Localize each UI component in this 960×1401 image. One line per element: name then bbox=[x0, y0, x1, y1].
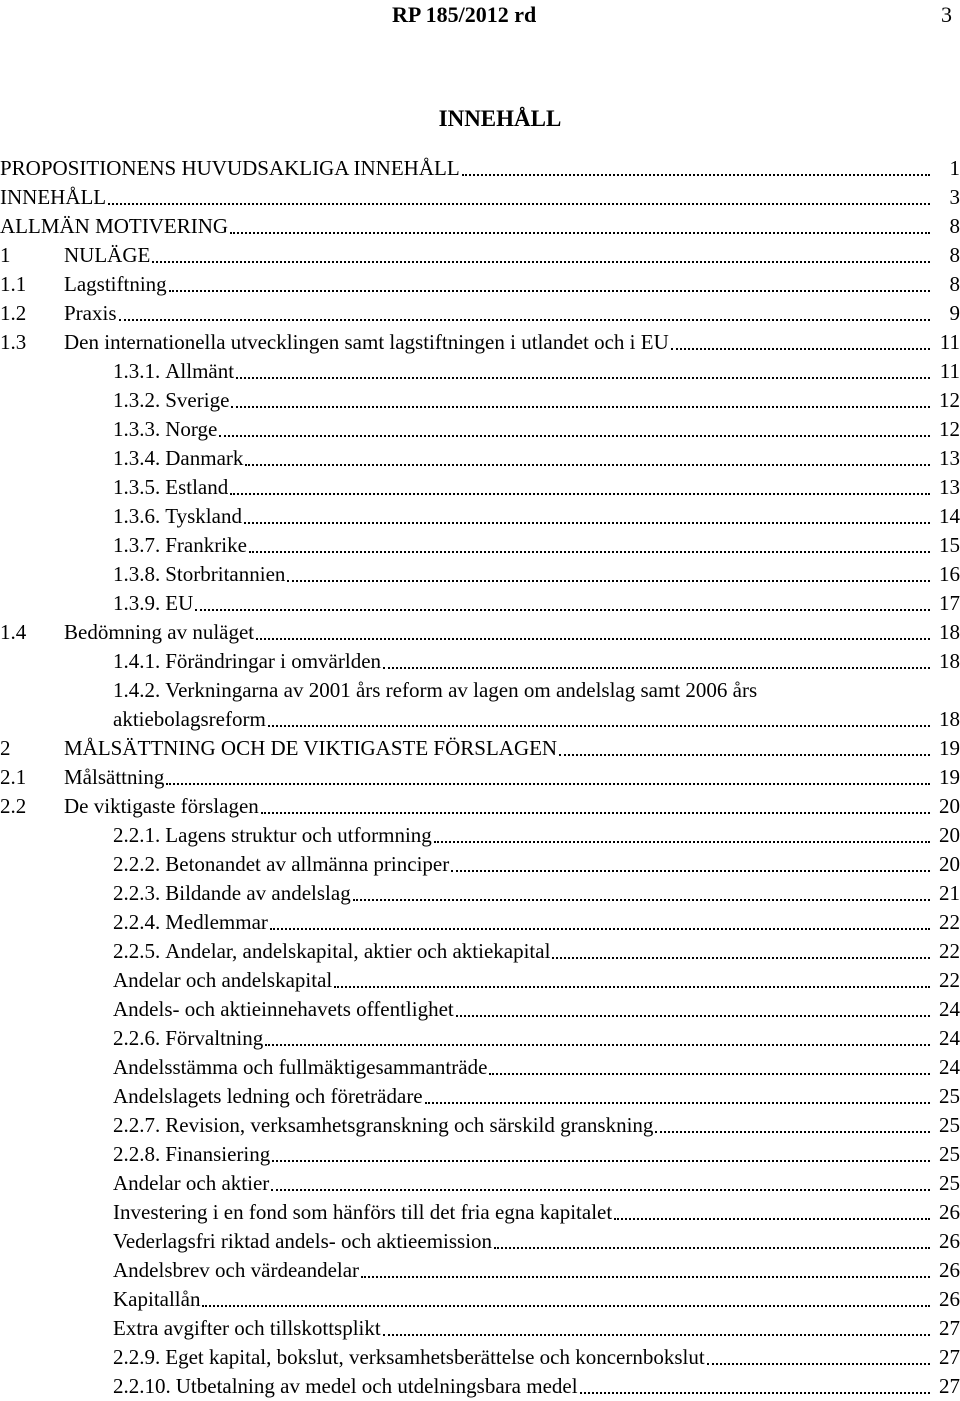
toc-entry-title: Lagens struktur och utformning bbox=[165, 823, 432, 847]
toc-entry-title: Betonandet av allmänna principer bbox=[165, 852, 450, 876]
toc-entry[interactable] bbox=[0, 1285, 960, 1314]
dot-leader bbox=[671, 348, 930, 350]
toc-entry-title: Målsättning bbox=[64, 765, 165, 789]
toc-entry-number: 2.2.4. bbox=[113, 910, 161, 934]
toc-entry-title: Medlemmar bbox=[165, 910, 268, 934]
toc-entry[interactable] bbox=[0, 502, 960, 531]
toc-entry[interactable] bbox=[0, 1169, 960, 1198]
toc-entry-title: EU bbox=[165, 591, 194, 615]
toc-entry[interactable] bbox=[0, 1024, 960, 1053]
toc-entry-page: 26 bbox=[939, 1287, 960, 1311]
toc-entry-page: 24 bbox=[939, 1026, 960, 1050]
toc-entry-number: 1.3.2. bbox=[113, 388, 161, 412]
toc-entry-page: 26 bbox=[939, 1229, 960, 1253]
toc-entry[interactable] bbox=[0, 299, 960, 328]
dot-leader bbox=[580, 1392, 930, 1394]
toc-entry-page: 25 bbox=[939, 1113, 960, 1137]
toc-entry-title: Lagstiftning bbox=[64, 272, 167, 296]
toc-entry-title: Estland bbox=[165, 475, 229, 499]
toc-entry[interactable] bbox=[0, 676, 960, 734]
toc-entry-number: 1.3.3. bbox=[113, 417, 161, 441]
toc-title: INNEHÅLL bbox=[438, 106, 562, 131]
dot-leader bbox=[268, 725, 930, 727]
toc-entry-number: 1.3.4. bbox=[113, 446, 161, 470]
toc-entry-page: 8 bbox=[949, 272, 960, 296]
dot-leader bbox=[425, 1102, 930, 1104]
dot-leader bbox=[195, 609, 930, 611]
toc-entry[interactable] bbox=[0, 1227, 960, 1256]
toc-entry[interactable] bbox=[0, 270, 960, 299]
toc-entry[interactable] bbox=[0, 1343, 960, 1372]
dot-leader bbox=[272, 1160, 930, 1162]
toc-entry-page: 16 bbox=[939, 562, 960, 586]
toc-entry[interactable] bbox=[0, 415, 960, 444]
toc-entry-title: Verkningarna av 2001 års reform av lagen om andelslag samt 2006 års bbox=[165, 678, 758, 702]
toc-entry-number: 1.3.6. bbox=[113, 504, 161, 528]
toc-entry-page: 22 bbox=[939, 939, 960, 963]
toc-entry-page: 22 bbox=[939, 910, 960, 934]
toc-entry[interactable] bbox=[0, 473, 960, 502]
toc-entry[interactable] bbox=[0, 1053, 960, 1082]
toc-entry-title: Finansiering bbox=[165, 1142, 271, 1166]
toc-entry[interactable] bbox=[0, 1082, 960, 1111]
toc-entry-number: 1.3.5. bbox=[113, 475, 161, 499]
toc-entry-number: 1.3 bbox=[0, 330, 27, 354]
toc-entry-page: 17 bbox=[939, 591, 960, 615]
toc-entry-title: De viktigaste förslagen bbox=[64, 794, 259, 818]
toc-entry[interactable] bbox=[0, 1314, 960, 1343]
dot-leader bbox=[256, 638, 930, 640]
toc-entry-page: 19 bbox=[939, 765, 960, 789]
toc-entry-page: 11 bbox=[939, 359, 960, 383]
toc-entry-title: Tyskland bbox=[165, 504, 242, 528]
toc-entry-page: 11 bbox=[939, 330, 960, 354]
dot-leader bbox=[552, 957, 930, 959]
toc-entry[interactable] bbox=[0, 792, 960, 821]
dot-leader bbox=[166, 783, 930, 785]
toc-entry[interactable] bbox=[0, 154, 960, 183]
toc-entry-title: Utbetalning av medel och utdelningsbara medel bbox=[175, 1374, 578, 1398]
dot-leader bbox=[169, 290, 930, 292]
toc-entry[interactable] bbox=[0, 531, 960, 560]
toc-entry-title: Andelar och aktier bbox=[113, 1171, 270, 1195]
toc-entry[interactable] bbox=[0, 647, 960, 676]
toc-entry-title: Vederlagsfri riktad andels- och aktieemission bbox=[113, 1229, 493, 1253]
toc-entry[interactable] bbox=[0, 937, 960, 966]
toc-entry-page: 20 bbox=[939, 794, 960, 818]
dot-leader bbox=[152, 261, 930, 263]
toc-entry[interactable] bbox=[0, 183, 960, 212]
toc-entry-page: 20 bbox=[939, 823, 960, 847]
toc-entry-page: 26 bbox=[939, 1200, 960, 1224]
toc-entry-title: Andelslagets ledning och företrädare bbox=[113, 1084, 423, 1108]
toc-entry-number: 2.2.10. bbox=[113, 1374, 171, 1398]
toc-entry[interactable] bbox=[0, 879, 960, 908]
toc-entry[interactable] bbox=[0, 966, 960, 995]
toc-entry-page: 13 bbox=[939, 475, 960, 499]
dot-leader bbox=[559, 754, 930, 756]
toc-entry-number: 2.2.1. bbox=[113, 823, 161, 847]
toc-entry-number: 2 bbox=[0, 736, 11, 760]
toc-entry[interactable] bbox=[0, 560, 960, 589]
toc-entry-number: 1.4 bbox=[0, 620, 27, 644]
dot-leader bbox=[451, 870, 930, 872]
toc-entry-title: Den internationella utvecklingen samt lagstiftningen i utlandet och i EU bbox=[64, 330, 669, 354]
toc-entry-title: Norge bbox=[165, 417, 218, 441]
toc-entry-page: 9 bbox=[949, 301, 960, 325]
toc-entry-title: Danmark bbox=[165, 446, 244, 470]
dot-leader bbox=[230, 493, 930, 495]
dot-leader bbox=[456, 1015, 930, 1017]
toc-entry[interactable] bbox=[0, 763, 960, 792]
dot-leader bbox=[265, 1044, 930, 1046]
toc-entry[interactable] bbox=[0, 908, 960, 937]
toc-entry-page: 27 bbox=[939, 1316, 960, 1340]
toc-entry-page: 27 bbox=[939, 1345, 960, 1369]
toc-entry-number: 1.3.1. bbox=[113, 359, 161, 383]
dot-leader bbox=[271, 1189, 930, 1191]
toc-entry-page: 8 bbox=[949, 214, 960, 238]
toc-entry-title: PROPOSITIONENS HUVUDSAKLIGA INNEHÅLL bbox=[0, 156, 460, 180]
page-number: 3 bbox=[941, 2, 952, 27]
toc-entry-number: 1.3.9. bbox=[113, 591, 161, 615]
toc-entry[interactable] bbox=[0, 212, 960, 241]
toc-entry[interactable] bbox=[0, 1111, 960, 1140]
toc-entry-number: 2.2.2. bbox=[113, 852, 161, 876]
toc-entry-title: Revision, verksamhetsgranskning och särskild granskning bbox=[165, 1113, 654, 1137]
toc-entry-number: 1.4.2. bbox=[113, 678, 161, 702]
toc-entry-title: Andelsstämma och fullmäktigesammanträde bbox=[113, 1055, 488, 1079]
toc-entry-page: 25 bbox=[939, 1142, 960, 1166]
toc-entry[interactable] bbox=[0, 357, 960, 386]
toc-entry-number: 2.2 bbox=[0, 794, 27, 818]
toc-entry[interactable] bbox=[0, 328, 960, 357]
toc-entry-page: 22 bbox=[939, 968, 960, 992]
table-of-contents bbox=[0, 154, 960, 1401]
toc-entry-page: 18 bbox=[939, 620, 960, 644]
toc-entry[interactable] bbox=[0, 1198, 960, 1227]
toc-entry-title: Extra avgifter och tillskottsplikt bbox=[113, 1316, 381, 1340]
toc-entry-number: 2.2.7. bbox=[113, 1113, 161, 1137]
page-header bbox=[0, 0, 960, 36]
dot-leader bbox=[202, 1305, 930, 1307]
toc-entry-title: Frankrike bbox=[165, 533, 247, 557]
toc-entry-page: 26 bbox=[939, 1258, 960, 1282]
toc-entry[interactable] bbox=[0, 850, 960, 879]
dot-leader bbox=[494, 1247, 930, 1249]
toc-entry-number: 1.3.8. bbox=[113, 562, 161, 586]
toc-entry-title: Bedömning av nuläget bbox=[64, 620, 255, 644]
toc-entry-page: 15 bbox=[939, 533, 960, 557]
toc-entry-title: Förändringar i omvärlden bbox=[165, 649, 382, 673]
dot-leader bbox=[230, 232, 930, 234]
toc-entry-number: 1.4.1. bbox=[113, 649, 161, 673]
toc-entry-title: Andelsbrev och värdeandelar bbox=[113, 1258, 360, 1282]
toc-entry-number: 2.2.6. bbox=[113, 1026, 161, 1050]
dot-leader bbox=[383, 1334, 930, 1336]
toc-entry-page: 27 bbox=[939, 1374, 960, 1398]
toc-entry-page: 1 bbox=[949, 156, 960, 180]
toc-entry[interactable] bbox=[0, 589, 960, 618]
dot-leader bbox=[108, 203, 930, 205]
dot-leader bbox=[361, 1276, 930, 1278]
toc-entry-title: Kapitallån bbox=[113, 1287, 201, 1311]
toc-entry-title: MÅLSÄTTNING OCH DE VIKTIGASTE FÖRSLAGEN bbox=[64, 736, 558, 760]
toc-entry-page: 8 bbox=[949, 243, 960, 267]
toc-entry-title: Andelar och andelskapital bbox=[113, 968, 333, 992]
dot-leader bbox=[245, 464, 930, 466]
toc-entry-page: 25 bbox=[939, 1171, 960, 1195]
toc-entry-title: ALLMÄN MOTIVERING bbox=[0, 214, 229, 238]
toc-entry-number: 1 bbox=[0, 243, 11, 267]
toc-entry-number: 1.3.7. bbox=[113, 533, 161, 557]
toc-entry-page: 24 bbox=[939, 1055, 960, 1079]
toc-entry-number: 2.2.3. bbox=[113, 881, 161, 905]
dot-leader bbox=[261, 812, 930, 814]
dot-leader bbox=[334, 986, 930, 988]
toc-entry-number: 1.1 bbox=[0, 272, 27, 296]
toc-entry-page: 20 bbox=[939, 852, 960, 876]
dot-leader bbox=[287, 580, 930, 582]
toc-entry-title: Andelar, andelskapital, aktier och aktiekapital bbox=[165, 939, 551, 963]
toc-entry-number: 2.2.8. bbox=[113, 1142, 161, 1166]
toc-entry-title: Sverige bbox=[165, 388, 230, 412]
toc-entry-title: Förvaltning bbox=[165, 1026, 264, 1050]
toc-entry-page: 12 bbox=[939, 388, 960, 412]
toc-entry-title: Allmänt bbox=[165, 359, 235, 383]
toc-entry[interactable] bbox=[0, 734, 960, 763]
dot-leader bbox=[353, 899, 930, 901]
dot-leader bbox=[231, 406, 930, 408]
toc-entry-title: Investering i en fond som hänförs till det fria egna kapitalet bbox=[113, 1200, 613, 1224]
toc-entry-number: 2.1 bbox=[0, 765, 27, 789]
toc-entry-page: 24 bbox=[939, 997, 960, 1021]
toc-entry-title: INNEHÅLL bbox=[0, 185, 107, 209]
dot-leader bbox=[244, 522, 930, 524]
toc-entry-page: 12 bbox=[939, 417, 960, 441]
dot-leader bbox=[249, 551, 930, 553]
toc-entry-title: Praxis bbox=[64, 301, 117, 325]
toc-entry-page: 13 bbox=[939, 446, 960, 470]
toc-entry[interactable] bbox=[0, 1140, 960, 1169]
toc-entry-number: 2.2.9. bbox=[113, 1345, 161, 1369]
toc-entry-page: 19 bbox=[939, 736, 960, 760]
document-id: RP 185/2012 rd bbox=[392, 2, 537, 27]
toc-entry[interactable] bbox=[0, 821, 960, 850]
dot-leader bbox=[236, 377, 930, 379]
dot-leader bbox=[462, 174, 930, 176]
toc-entry[interactable] bbox=[0, 995, 960, 1024]
toc-entry[interactable] bbox=[0, 444, 960, 473]
toc-entry-title: NULÄGE bbox=[64, 243, 151, 267]
toc-entry-page: 18 bbox=[939, 649, 960, 673]
toc-entry-title-continued: aktiebolagsreform bbox=[113, 707, 266, 731]
toc-entry-title: Andels- och aktieinnehavets offentlighet bbox=[113, 997, 454, 1021]
dot-leader bbox=[614, 1218, 930, 1220]
toc-entry-page: 18 bbox=[939, 707, 960, 731]
toc-entry[interactable] bbox=[0, 241, 960, 270]
dot-leader bbox=[655, 1131, 930, 1133]
toc-entry-page: 14 bbox=[939, 504, 960, 528]
dot-leader bbox=[219, 435, 930, 437]
dot-leader bbox=[119, 319, 931, 321]
toc-entry-title: Bildande av andelslag bbox=[165, 881, 351, 905]
toc-entry-page: 25 bbox=[939, 1084, 960, 1108]
dot-leader bbox=[489, 1073, 930, 1075]
toc-entry[interactable] bbox=[0, 618, 960, 647]
toc-entry[interactable] bbox=[0, 1256, 960, 1285]
toc-entry-title: Storbritannien bbox=[165, 562, 286, 586]
toc-entry-title: Eget kapital, bokslut, verksamhetsberättelse och koncernbokslut bbox=[165, 1345, 705, 1369]
dot-leader bbox=[383, 667, 930, 669]
dot-leader bbox=[434, 841, 930, 843]
toc-entry-number: 1.2 bbox=[0, 301, 27, 325]
toc-entry[interactable] bbox=[0, 1372, 960, 1401]
dot-leader bbox=[270, 928, 930, 930]
toc-entry-number: 2.2.5. bbox=[113, 939, 161, 963]
toc-entry-page: 3 bbox=[949, 185, 960, 209]
toc-entry[interactable] bbox=[0, 386, 960, 415]
toc-entry-page: 21 bbox=[939, 881, 960, 905]
